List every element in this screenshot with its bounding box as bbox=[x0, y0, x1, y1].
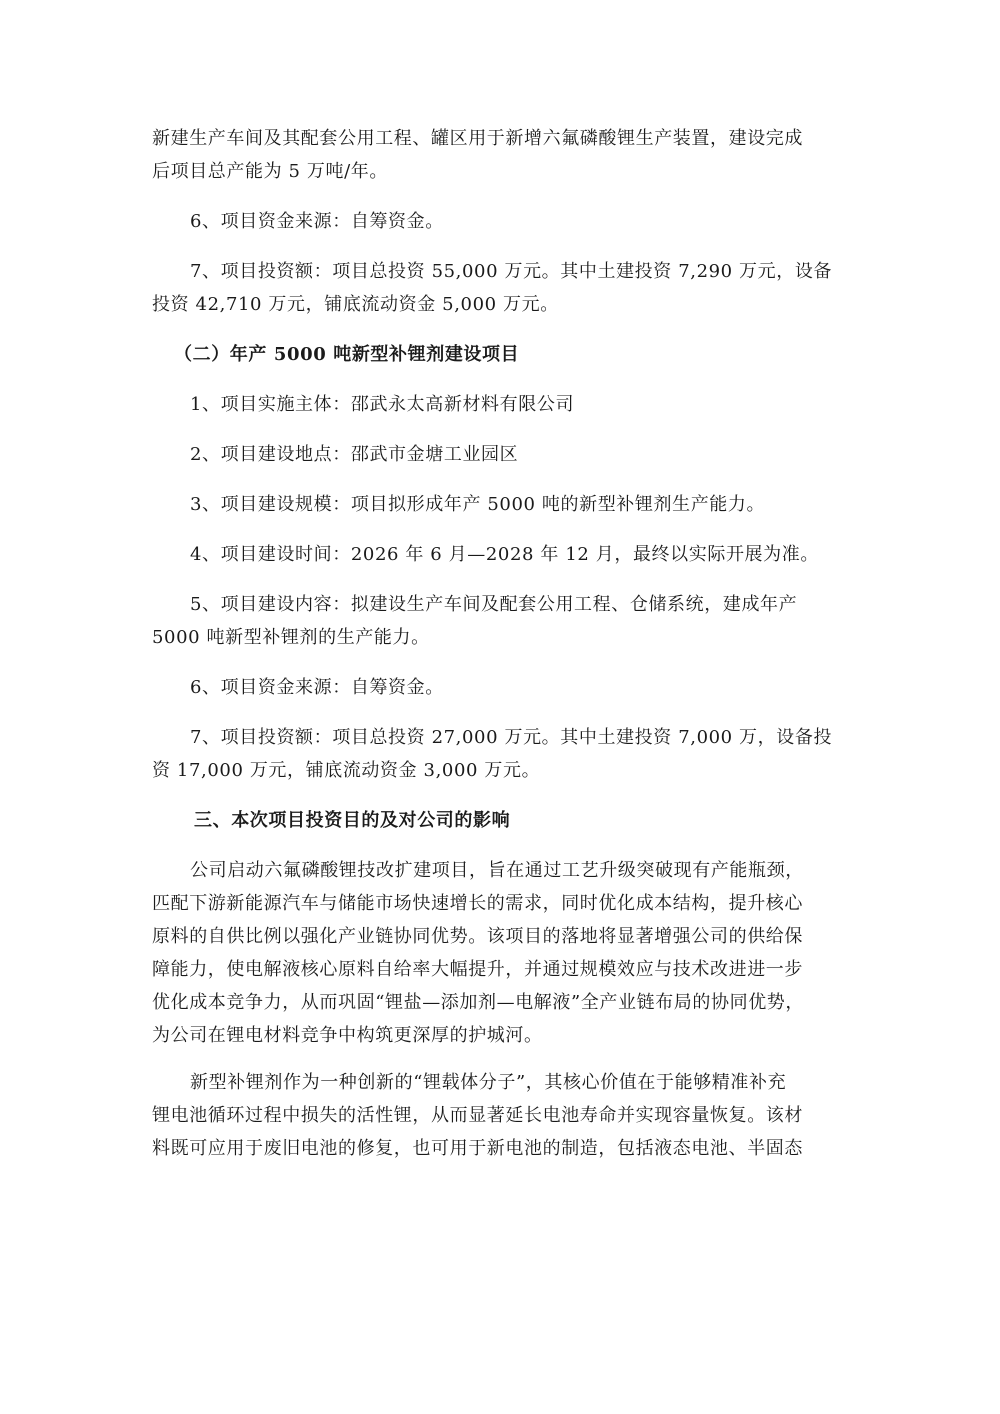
heading-text: 三、本次项目投资目的及对公司的影响 bbox=[194, 810, 511, 831]
text-line: 新建生产车间及其配套公用工程、罐区用于新增六氟磷酸锂生产装置，建设完成 bbox=[152, 128, 803, 149]
project2-timeline bbox=[152, 538, 852, 571]
project2-implementing-entity bbox=[152, 388, 852, 421]
text-line: 5000 吨新型补锂剂的生产能力。 bbox=[152, 627, 430, 648]
text-line: 锂电池循环过程中损失的活性锂，从而显著延长电池寿命并实现容量恢复。该材 bbox=[152, 1105, 803, 1126]
text-line: 3、项目建设规模：项目拟形成年产 5000 吨的新型补锂剂生产能力。 bbox=[190, 494, 766, 515]
text-line: 7、项目投资额：项目总投资 55,000 万元。其中土建投资 7,290 万元，设备 bbox=[190, 261, 833, 282]
text-line: 后项目总产能为 5 万吨/年。 bbox=[152, 161, 388, 182]
text-line: 原料的自供比例以强化产业链协同优势。该项目的落地将显著增强公司的供给保 bbox=[152, 926, 803, 947]
text-line: 投资 42,710 万元，铺底流动资金 5,000 万元。 bbox=[152, 294, 559, 315]
section-2-heading bbox=[152, 338, 852, 371]
project2-investment-amount bbox=[152, 721, 852, 787]
project1-investment-amount bbox=[152, 255, 852, 321]
project2-funding-source bbox=[152, 671, 852, 704]
text-line: 资 17,000 万元，铺底流动资金 3,000 万元。 bbox=[152, 760, 541, 781]
text-line: 障能力，使电解液核心原料自给率大幅提升，并通过规模效应与技术改进进一步 bbox=[152, 959, 803, 980]
project2-scale bbox=[152, 488, 852, 521]
section-3-heading bbox=[152, 804, 852, 837]
text-line: 6、项目资金来源：自筹资金。 bbox=[190, 677, 444, 698]
text-line: 新型补锂剂作为一种创新的“锂载体分子”，其核心价值在于能够精准补充 bbox=[190, 1072, 787, 1093]
text-line: 5、项目建设内容：拟建设生产车间及配套公用工程、仓储系统，建成年产 bbox=[190, 594, 798, 615]
text-line: 料既可应用于废旧电池的修复，也可用于新电池的制造，包括液态电池、半固态 bbox=[152, 1138, 803, 1159]
heading-text: （二）年产 5000 吨新型补锂剂建设项目 bbox=[174, 344, 520, 365]
project1-funding-source bbox=[152, 205, 852, 238]
text-line: 7、项目投资额：项目总投资 27,000 万元。其中土建投资 7,000 万，设备投 bbox=[190, 727, 833, 748]
text-line: 1、项目实施主体：邵武永太高新材料有限公司 bbox=[190, 394, 575, 415]
text-line: 为公司在锂电材料竞争中构筑更深厚的护城河。 bbox=[152, 1025, 543, 1046]
text-line: 4、项目建设时间：2026 年 6 月—2028 年 12 月，最终以实际开展为准。 bbox=[190, 544, 819, 565]
section3-paragraph-1 bbox=[152, 854, 852, 1052]
project2-content bbox=[152, 588, 852, 654]
text-line: 2、项目建设地点：邵武市金塘工业园区 bbox=[190, 444, 519, 465]
paragraph-continuation bbox=[152, 122, 852, 188]
text-line: 匹配下游新能源汽车与储能市场快速增长的需求，同时优化成本结构，提升核心 bbox=[152, 893, 803, 914]
text-line: 优化成本竞争力，从而巩固“锂盐—添加剂—电解液”全产业链布局的协同优势， bbox=[152, 992, 805, 1013]
text-line: 6、项目资金来源：自筹资金。 bbox=[190, 211, 444, 232]
section3-paragraph-2 bbox=[152, 1066, 852, 1165]
text-line: 公司启动六氟磷酸锂技改扩建项目，旨在通过工艺升级突破现有产能瓶颈， bbox=[190, 860, 804, 881]
project2-location bbox=[152, 438, 852, 471]
